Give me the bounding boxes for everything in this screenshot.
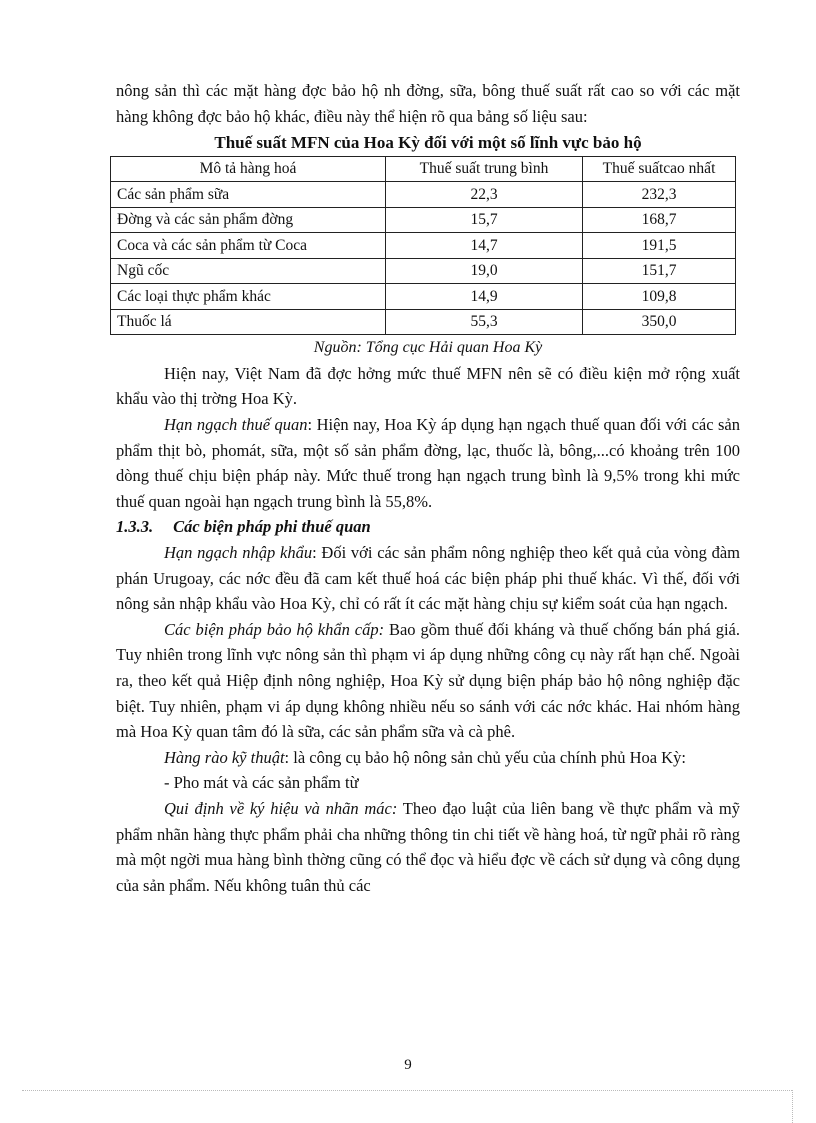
paragraph-intro: nông sản thì các mặt hàng đợc bảo hộ nh đờng, sữa, bông thuế suất rất cao so với các mặt hàng không đợc bảo hộ khác, điều này thể hiện rõ qua bảng số liệu sau: bbox=[116, 81, 740, 126]
term-import-quota: Hạn ngạch nhập khẩu bbox=[164, 543, 313, 563]
section-number: 1.3.3. bbox=[116, 517, 154, 537]
cell-average: 14,9 bbox=[386, 284, 583, 310]
paragraph-tariff-quota bbox=[116, 412, 740, 514]
table-row bbox=[111, 309, 736, 335]
section-heading bbox=[116, 514, 740, 540]
cell-max: 168,7 bbox=[583, 207, 736, 233]
page-number: 9 bbox=[404, 1057, 412, 1073]
table-source: Nguồn: Tổng cục Hải quan Hoa Kỳ bbox=[313, 339, 543, 357]
term-labeling: Qui định về ký hiệu và nhãn mác: bbox=[164, 798, 398, 818]
cell-description: Thuốc lá bbox=[111, 309, 386, 335]
paragraph-safeguard-text: Bao gồm thuế đối kháng và thuế chống bán phá giá. Tuy nhiên trong lĩnh vực nông sản thì phạm vi áp dụng những công cụ này rất hạn chế. Ngoài ra, theo kết quả Hiệp định nông nghiệp, Hoa Kỳ sử dụng biện pháp bảo hộ nông nghiệp đặc biệt. Tuy nhiên, phạm vi áp dụng không nhiều nếu so sánh với các nớc khác. Hai nhóm hàng mà Hoa Kỳ quan tâm đó là sữa, các sản phẩm sữa và cà phê. bbox=[116, 619, 740, 742]
bullet-item: - Pho mát và các sản phẩm từ bbox=[164, 773, 359, 793]
paragraph-technical-barrier-text: : là công cụ bảo hộ nông sản chủ yếu của chính phủ Hoa Kỳ: bbox=[284, 747, 686, 767]
cell-average: 15,7 bbox=[386, 207, 583, 233]
term-safeguard: Các biện pháp bảo hộ khẩn cấp: bbox=[164, 619, 385, 639]
cell-average: 55,3 bbox=[386, 309, 583, 335]
section-title: Các biện pháp phi thuế quan bbox=[173, 517, 371, 537]
cell-max: 151,7 bbox=[583, 258, 736, 284]
paragraph-labeling-text: Theo đạo luật của liên bang về thực phẩm và mỹ phẩm nhãn hàng thực phẩm phải cha những thông tin chi tiết về hàng hoá, từ ngữ phải rõ ràng mà một ngời mua hàng bình thờng cũng có thể đọc và hiểu đợc về cách sử dụng và công dụng của sản phẩm. Nếu không tuân thủ các bbox=[116, 798, 741, 895]
term-technical-barrier: Hàng rào kỹ thuật bbox=[164, 747, 285, 767]
cell-description: Các sản phẩm sữa bbox=[111, 182, 386, 208]
table-row bbox=[111, 233, 736, 259]
cell-description: Các loại thực phẩm khác bbox=[111, 284, 386, 310]
table-row bbox=[111, 207, 736, 233]
term-tariff-quota: Hạn ngạch thuế quan bbox=[164, 415, 308, 435]
text-block-top bbox=[116, 78, 740, 898]
col-header-max: Thuế suấtcao nhất bbox=[583, 156, 736, 182]
tariff-table bbox=[110, 156, 736, 336]
cell-max: 350,0 bbox=[583, 309, 736, 335]
cell-max: 191,5 bbox=[583, 233, 736, 259]
cell-description: Coca và các sản phẩm từ Coca bbox=[111, 233, 386, 259]
cell-max: 232,3 bbox=[583, 182, 736, 208]
footer-divider bbox=[22, 1090, 792, 1091]
col-header-description: Mô tả hàng hoá bbox=[111, 156, 386, 182]
paragraph-tariff-quota-text: : Hiện nay, Hoa Kỳ áp dụng hạn ngạch thuế quan đối với các sản phẩm thịt bò, phomát, sữa, một số sản phẩm đờng, lạc, thuốc là, bông,...có khoảng trên 100 dòng thuế chịu biện pháp này. Mức thuế trong hạn ngạch trung bình là 9,5% trong khi mức thuế quan ngoài hạn ngạch trung bình là 55,8%. bbox=[116, 415, 741, 511]
paragraph-mfn: Hiện nay, Việt Nam đã đợc hởng mức thuế MFN nên sẽ có điều kiện mở rộng xuất khẩu vào thị trờng Hoa Kỳ. bbox=[116, 363, 740, 409]
footer-corner-divider bbox=[792, 1090, 793, 1123]
paragraph-safeguard bbox=[116, 617, 740, 745]
paragraph-import-quota bbox=[116, 540, 740, 617]
table-row bbox=[111, 284, 736, 310]
cell-max: 109,8 bbox=[583, 284, 736, 310]
col-header-average: Thuế suất trung bình bbox=[386, 156, 583, 182]
paragraph-import-quota-text: : Đối với các sản phẩm nông nghiệp theo kết quả của vòng đàm phán Urugoay, các nớc đều đã cam kết thuế hoá các biện pháp phi thuế khác. Vì thế, đối với nông sản nhập khẩu vào Hoa Kỳ, chỉ có rất ít các mặt hàng chịu sự kiểm soát của hạn ngạch. bbox=[116, 543, 740, 614]
table-caption: Thuế suất MFN của Hoa Kỳ đối với một số lĩnh vực bảo hộ bbox=[214, 133, 642, 153]
paragraph-labeling bbox=[116, 796, 740, 898]
cell-average: 14,7 bbox=[386, 233, 583, 259]
table-row bbox=[111, 258, 736, 284]
table-row bbox=[111, 182, 736, 208]
cell-average: 22,3 bbox=[386, 182, 583, 208]
table-header-row bbox=[111, 156, 736, 182]
cell-description: Ngũ cốc bbox=[111, 258, 386, 284]
paragraph-technical-barrier bbox=[116, 745, 740, 771]
cell-description: Đờng và các sản phẩm đờng bbox=[111, 207, 386, 233]
cell-average: 19,0 bbox=[386, 258, 583, 284]
